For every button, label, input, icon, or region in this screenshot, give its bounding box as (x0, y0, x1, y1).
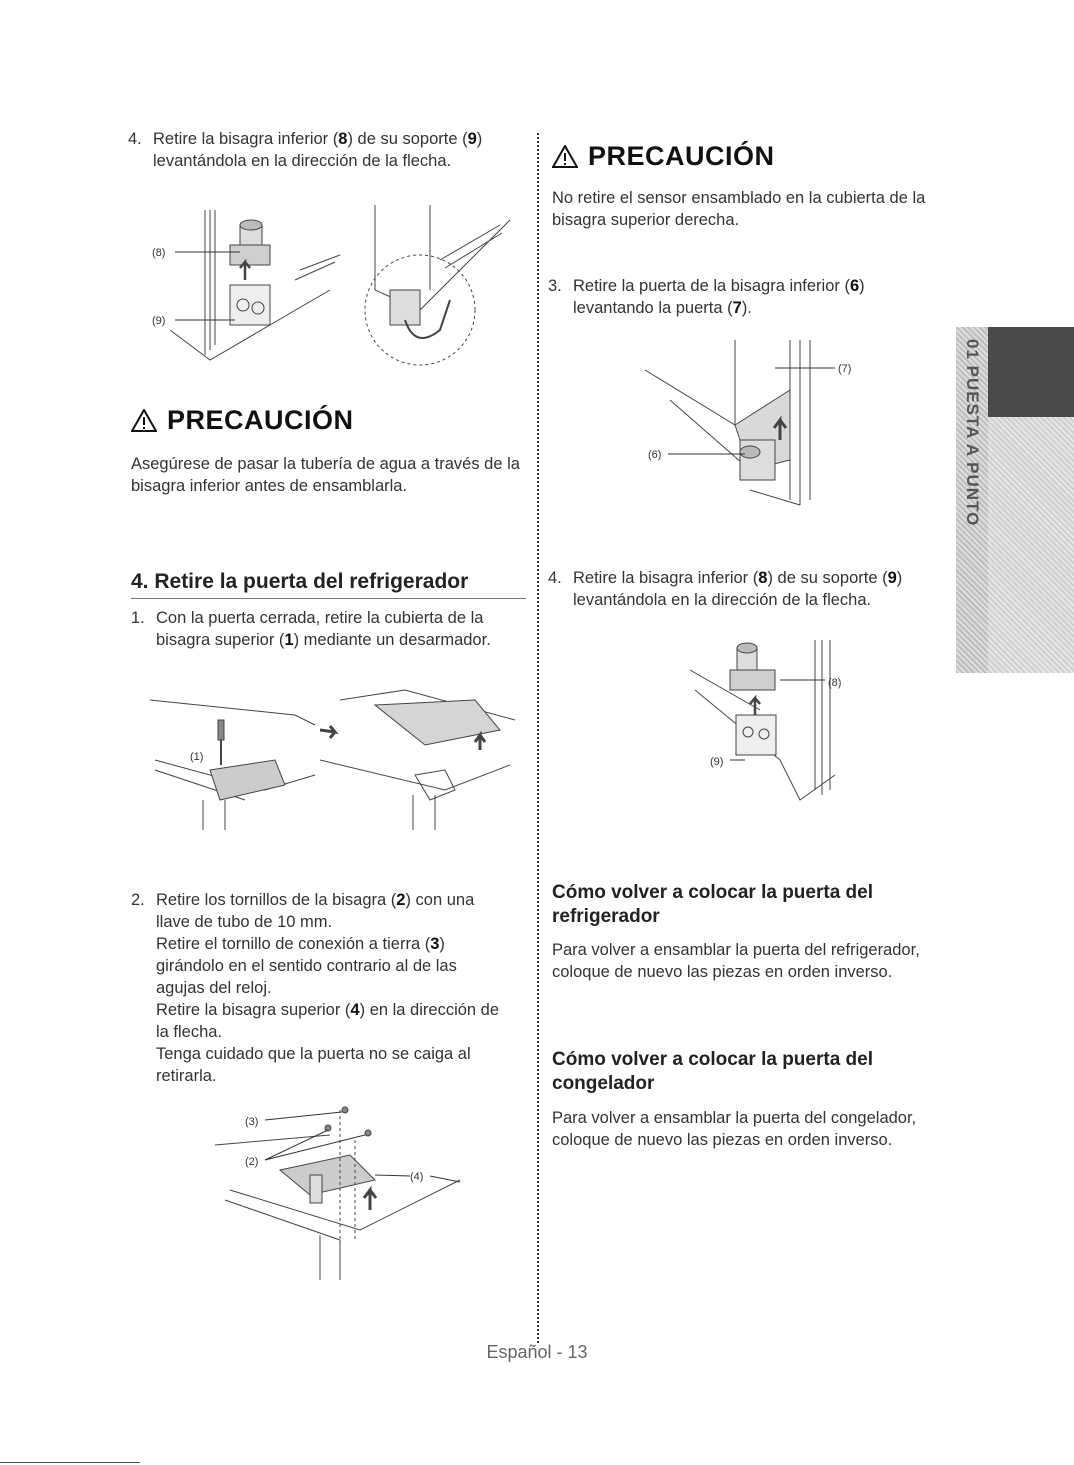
right-step-4 (548, 567, 928, 611)
figure-cover-removal (145, 690, 520, 835)
fig-label-8: (8) (828, 677, 842, 689)
section-title: 4. Retire la puerta del refrigerador (131, 570, 469, 593)
fig-label-3: (3) (245, 1116, 259, 1128)
figure-door-lift (640, 340, 880, 510)
step-number: 4. (128, 130, 142, 148)
step-number: 4. (548, 569, 562, 587)
left-step-2 (131, 889, 531, 1087)
step-text: Retire los tornillos de la bisagra (2) con una llave de tubo de 10 mm. Retire el tornillo de conexión a tierra (3) girándolo en el sentido contrario al de las agujas del reloj. Retire la bisagra superior (4) en la dirección de la flecha. Tenga cuidado que la puerta no se caiga al retirarla. (156, 891, 500, 1085)
caution-text-2: No retire el sensor ensamblado en la cubierta de la bisagra superior derecha. (552, 189, 926, 229)
figure-upper-hinge-removal (210, 1100, 470, 1280)
caution-title-2: PRECAUCIÓN (552, 141, 775, 172)
subsection-title-refrigerator: Cómo volver a colocar la puerta del refrigerador (552, 882, 873, 927)
fig-label-1: (1) (190, 751, 204, 763)
caution-title-1: PRECAUCIÓN (131, 405, 354, 436)
fig-label-6: (6) (648, 449, 662, 461)
step-number: 3. (548, 277, 562, 295)
subsection-text-refrigerator: Para volver a ensamblar la puerta del refrigerador, coloque de nuevo las piezas en orden inverso. (552, 941, 920, 981)
chapter-tab-marker (988, 327, 1074, 417)
step-text: Retire la bisagra inferior (8) de su soporte (9) levantándola en la dirección de la flecha. (573, 569, 903, 609)
fig-label-8: (8) (152, 247, 166, 259)
warning-icon (131, 409, 157, 432)
step-number: 2. (131, 891, 145, 909)
fig-label-9: (9) (152, 315, 166, 327)
warning-icon (552, 145, 578, 168)
subsection-title-freezer: Cómo volver a colocar la puerta del congelador (552, 1049, 873, 1094)
fig-label-2: (2) (245, 1156, 259, 1168)
bottom-rule (0, 1462, 140, 1463)
fig-label-4: (4) (410, 1171, 424, 1183)
caution-text-1: Asegúrese de pasar la tubería de agua a través de la bisagra inferior antes de ensamblarla. (131, 455, 520, 495)
left-step-4 (128, 128, 528, 172)
left-step-1 (131, 607, 531, 651)
fig-label-7: (7) (838, 363, 852, 375)
subsection-text-freezer: Para volver a ensamblar la puerta del congelador, coloque de nuevo las piezas en orden inverso. (552, 1109, 917, 1149)
step-text: Con la puerta cerrada, retire la cubierta de la bisagra superior (1) mediante un desarmador. (156, 609, 491, 649)
step-text: Retire la bisagra inferior (8) de su soporte (9) levantándola en la dirección de la flecha. (153, 130, 483, 170)
step-number: 1. (131, 609, 145, 627)
chapter-tab-label: 01 PUESTA A PUNTO (956, 327, 988, 673)
right-step-3 (548, 275, 928, 319)
column-divider (537, 133, 539, 1343)
section-underline (131, 598, 526, 599)
figure-lower-hinge-removal-2 (700, 630, 860, 805)
fig-label-9: (9) (710, 756, 724, 768)
chapter-side-tab[interactable] (956, 327, 1074, 673)
page-footer: Español - 13 (486, 1342, 588, 1362)
step-text: Retire la puerta de la bisagra inferior (6) levantando la puerta (7). (573, 277, 865, 317)
figure-lower-hinge-removal (150, 200, 520, 380)
